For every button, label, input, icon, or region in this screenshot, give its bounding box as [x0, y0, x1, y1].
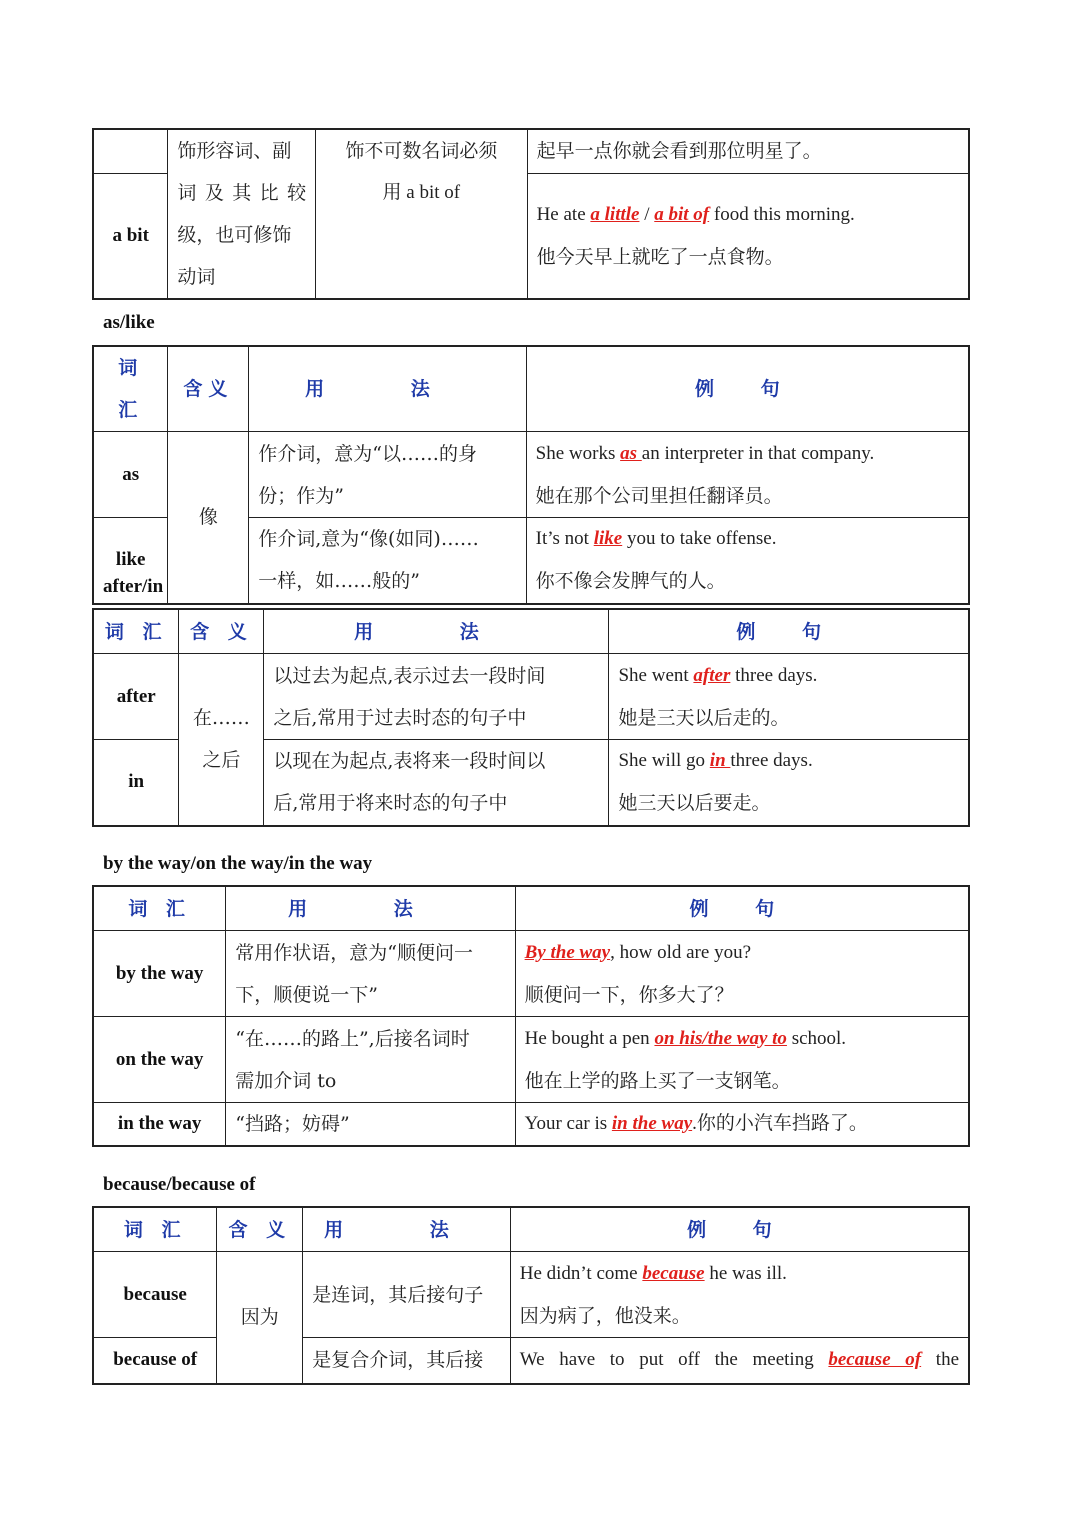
usage-cell: 作介词，意为“以……的身 份；作为” — [249, 432, 526, 518]
word-cell: because — [93, 1252, 217, 1338]
example-cell — [515, 931, 969, 1017]
table-way — [92, 885, 970, 1147]
example-en: By the way, how old are you? — [524, 941, 752, 963]
header-example: 例 句 — [609, 609, 969, 654]
header-word: 词 汇 — [93, 886, 226, 931]
usage-cell: 以现在为起点,表将来一段时间以 后,常用于将来时态的句子中 — [264, 740, 609, 826]
word-cell: as — [93, 432, 168, 518]
header-example: 例 句 — [515, 886, 969, 931]
meaning-cell: 在…… 之后 — [179, 654, 264, 826]
section-title: as/like — [103, 312, 155, 333]
word-cell: by the way — [93, 931, 226, 1017]
keyword: as — [620, 442, 642, 464]
meaning-line: 词及其比较 — [177, 182, 307, 204]
header-usage: 用 法 — [226, 886, 515, 931]
example-en: Your car is in the way.你的小汽车挡路了。 — [524, 1113, 868, 1134]
keyword: on his/the way to — [654, 1027, 787, 1049]
usage-cell: “在……的路上”,后接名词时 需加介词 to — [226, 1017, 515, 1103]
usage-cell: 常用作状语，意为“顺便问一 下，顺便说一下” — [226, 931, 515, 1017]
usage-cell: “挡路；妨碍” — [226, 1103, 515, 1147]
table-as-like — [92, 345, 970, 605]
example-en: She works as an interpreter in that company. — [535, 442, 875, 464]
example-cell — [515, 1017, 969, 1103]
example-cn: 因为病了，他没来。 — [519, 1304, 691, 1327]
usage-cell: 是复合介词，其后接 — [303, 1338, 511, 1384]
example-en: She will go in three days. — [618, 750, 813, 772]
usage-cell: 作介词,意为“像(如同)…… 一样，如……般的” — [249, 518, 526, 604]
keyword: in — [709, 750, 731, 772]
example-en: We have to put off the meeting because of the — [519, 1349, 959, 1371]
word-cell: like — [93, 518, 168, 604]
table-because — [92, 1206, 970, 1385]
example-cell — [527, 173, 969, 299]
meaning-cell: 因为 — [217, 1252, 303, 1384]
keyword: By the way — [524, 941, 611, 963]
table-a-bit — [92, 128, 970, 300]
keyword: in the way — [611, 1113, 693, 1134]
header-usage: 用 法 — [249, 346, 526, 432]
keyword: after — [693, 664, 731, 686]
example-cn: 顺便问一下，你多大了？ — [524, 983, 734, 1006]
meaning-line: 饰形容词、副 — [177, 140, 292, 162]
header-meaning: 含义 — [168, 346, 249, 432]
word-cell: a bit — [93, 173, 168, 299]
keyword: because — [642, 1262, 705, 1284]
example-cell — [526, 518, 969, 604]
example-cn: 你不像会发脾气的人。 — [535, 570, 726, 593]
usage-line: 用 a bit of — [382, 182, 461, 203]
meaning-line: 动词 — [177, 266, 216, 288]
example-en: He ate a little / a bit of food this morning. — [536, 203, 855, 225]
example-cell — [526, 432, 969, 518]
word-cell: after — [93, 654, 179, 740]
meaning-line: 级，也可修饰 — [177, 224, 292, 246]
word-cell: in the way — [93, 1103, 226, 1147]
example-en: He didn’t come because he was ill. — [519, 1262, 787, 1284]
example-cell — [515, 1103, 969, 1147]
header-example: 例 句 — [526, 346, 969, 432]
usage-cell: 以过去为起点,表示过去一段时间 之后,常用于过去时态的句子中 — [264, 654, 609, 740]
example-cn: 他今天早上就吃了一点食物。 — [536, 245, 784, 268]
header-example: 例 句 — [510, 1207, 969, 1252]
example-cn: 她三天以后要走。 — [618, 792, 771, 815]
keyword: like — [593, 528, 623, 550]
header-meaning: 含 义 — [217, 1207, 303, 1252]
example-cn: 她在那个公司里担任翻译员。 — [535, 484, 783, 507]
section-title: by the way/on the way/in the way — [103, 853, 373, 874]
word-cell: because of — [93, 1338, 217, 1384]
word-cell: on the way — [93, 1017, 226, 1103]
header-word: 词 汇 — [93, 1207, 217, 1252]
example-cn: 她是三天以后走的。 — [618, 706, 790, 729]
word-cell: in — [93, 740, 179, 826]
example-cn: 他在上学的路上买了一支钢笔。 — [524, 1069, 791, 1092]
usage-cell: 是连词，其后接句子 — [303, 1252, 511, 1338]
example-en: She went after three days. — [618, 664, 818, 686]
header-word: 词 汇 — [93, 609, 179, 654]
header-usage: 用 法 — [264, 609, 609, 654]
section-title: because/because of — [103, 1174, 256, 1195]
example-cell — [609, 654, 969, 740]
meaning-cell — [168, 129, 316, 299]
example-cell — [609, 740, 969, 826]
keyword: a bit of — [654, 203, 710, 225]
table-after-in — [92, 608, 970, 827]
header-meaning: 含 义 — [179, 609, 264, 654]
example-en: It’s not like you to take offense. — [535, 528, 777, 550]
usage-line: 饰不可数名词必须 — [345, 140, 498, 162]
header-word: 词 汇 — [93, 346, 168, 432]
example-cell: 起早一点你就会看到那位明星了。 — [527, 129, 969, 173]
example-cell — [510, 1338, 969, 1384]
example-en: He bought a pen on his/the way to school. — [524, 1027, 847, 1049]
keyword: a little — [590, 203, 640, 225]
section-title: after/in — [103, 576, 164, 597]
keyword: because of — [828, 1349, 922, 1371]
usage-cell — [316, 129, 527, 299]
meaning-cell: 像 — [168, 432, 249, 604]
header-usage: 用 法 — [303, 1207, 511, 1252]
word-cell-empty — [93, 129, 168, 173]
example-cell — [510, 1252, 969, 1338]
